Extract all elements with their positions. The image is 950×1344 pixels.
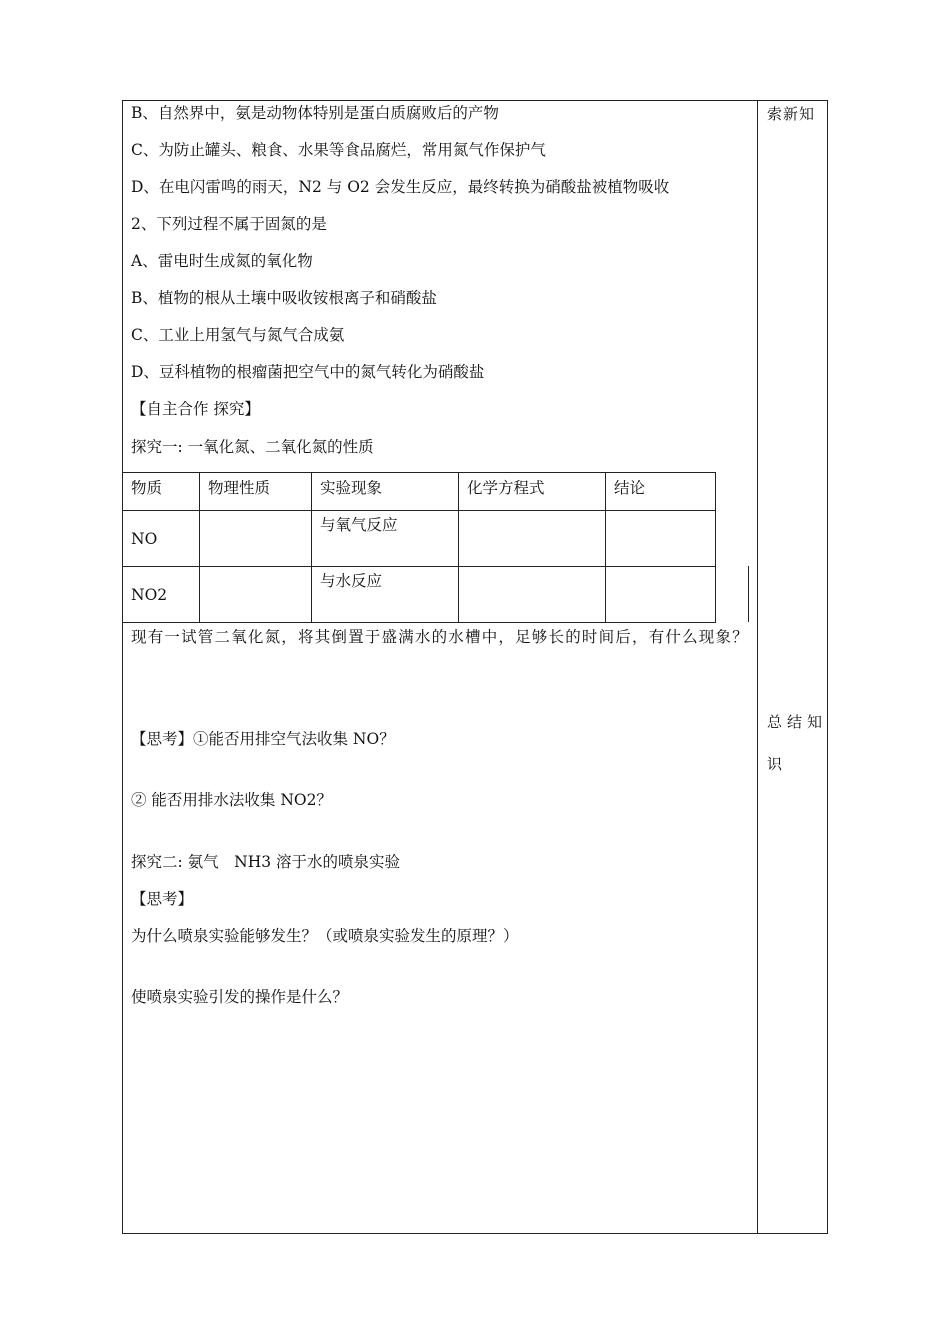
why-question: 为什么喷泉实验能够发生？（或喷泉实验发生的原理？）: [131, 927, 519, 945]
table-cell: 与氧气反应: [312, 511, 459, 567]
question-2: 2、下列过程不属于固氮的是: [131, 215, 327, 233]
table-row: [123, 511, 716, 567]
table-cell: [200, 511, 312, 567]
table-header: 化学方程式: [459, 473, 606, 511]
observation-question: 现有一试管二氧化氮，将其倒置于盛满水的水槽中，足够长的时间后，有什么现象？: [131, 628, 749, 646]
think-heading: 【思考】: [131, 890, 194, 908]
table-edge-mark: [748, 566, 749, 622]
table-cell: [459, 511, 606, 567]
how-question: 使喷泉实验引发的操作是什么？: [131, 988, 349, 1006]
think-question-2: ② 能否用排水法收集 NO2？: [131, 791, 332, 809]
think-question-1: 【思考】①能否用排空气法收集 NO？: [131, 730, 395, 748]
properties-table: [122, 472, 716, 623]
option-a2: A、雷电时生成氮的氧化物: [131, 252, 313, 270]
option-c1: C、为防止罐头、粮食、水果等食品腐烂，常用氮气作保护气: [131, 141, 546, 159]
table-row: [123, 567, 716, 623]
table-cell: NO: [123, 511, 200, 567]
explore-two-title: 探究二: 氨气 NH3 溶于水的喷泉实验: [131, 853, 401, 871]
option-d2: D、豆科植物的根瘤菌把空气中的氮气转化为硝酸盐: [131, 363, 485, 381]
table-cell: NO2: [123, 567, 200, 623]
option-b2: B、植物的根从土壤中吸收铵根离子和硝酸盐: [131, 289, 437, 307]
side-label-summary-2: 识: [767, 755, 784, 773]
side-label-top: 索新知: [767, 105, 816, 123]
side-label-summary: 总结知: [767, 713, 828, 731]
table-cell: [606, 511, 716, 567]
table-header-row: [123, 473, 716, 511]
column-divider: [757, 100, 758, 1234]
table-cell: 与水反应: [312, 567, 459, 623]
table-cell: [606, 567, 716, 623]
option-d1: D、在电闪雷鸣的雨天，N2 与 O2 会发生反应，最终转换为硝酸盐被植物吸收: [131, 178, 670, 196]
table-cell: [459, 567, 606, 623]
option-b1: B、自然界中，氨是动物体特别是蛋白质腐败后的产物: [131, 104, 499, 122]
explore-one-title: 探究一: 一氧化氮、二氧化氮的性质: [131, 438, 374, 456]
table-header: 物质: [123, 473, 200, 511]
table-header: 物理性质: [200, 473, 312, 511]
option-c2: C、工业上用氢气与氮气合成氨: [131, 326, 345, 344]
section-heading: 【自主合作 探究】: [131, 400, 260, 418]
table-header: 结论: [606, 473, 716, 511]
table-header: 实验现象: [312, 473, 459, 511]
table-cell: [200, 567, 312, 623]
